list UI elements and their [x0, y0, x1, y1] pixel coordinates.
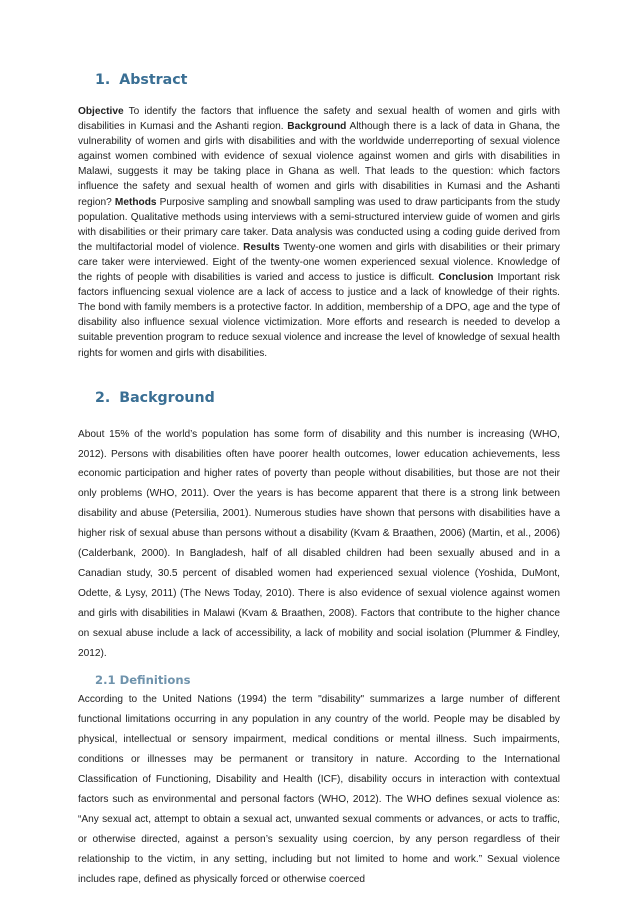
abstract-heading-number: 1.	[95, 72, 111, 88]
abstract-heading-title: Abstract	[119, 72, 188, 88]
background-label: Background	[287, 121, 347, 133]
background-text: Although there is a lack of data in Ghana, the vulnerability of women and girls with disabilities and with the worldwide underreporting of sexual violence against women combined with evidence of sexual violence against women and girls with disabilities in Malawi, suggests it may be taking place in Ghana as well. That leads to the question: which factors influence the safety and sexual health of women and girls with disabilities in Kumasi and the Ashanti region?	[78, 121, 560, 208]
objective-label: Objective	[78, 106, 124, 117]
abstract-paragraph	[78, 104, 560, 361]
results-label: Results	[243, 241, 280, 253]
definitions-heading: 2.1 Definitions	[95, 673, 191, 688]
background-paragraph: About 15% of the world’s population has some form of disability and this number is increasing (WHO, 2012). Persons with disabilities often have poorer health outcomes, lower education achievements, less economic participation and higher rates of poverty than people without disabilities, but those are not their only problems (WHO, 2011). Over the years is has become apparent that there is a strong link between disability and abuse (Petersilia, 2001). Numerous studies have shown that persons with disabilities have a higher risk of sexual abuse than persons without a disability (Kvam & Braathen, 2006) (Martin, et al., 2006) (Calderbank, 2000). In Bangladesh, half of all disabled children had been sexually abused and in a Canadian study, 30.5 percent of disabled women had experienced sexual violence (Yoshida, DuMont, Odette, & Lysy, 2011) (The News Today, 2010). There is also evidence of sexual violence against women and girls with disabilities in Malawi (Kvam & Braathen, 2008). Factors that contribute to the higher chance on sexual abuse include a lack of accessibility, a lack of mobility and social isolation (Plummer & Findley, 2012).	[78, 428, 560, 659]
background-heading-title: Background	[119, 389, 215, 406]
results-text: Twenty-one women and girls with disabilities or their primary care taker were interviewed. Eight of the twenty-one women experienced sexual violence. Knowledge of the rights of people with disabilities is varied and access to justice is difficult.	[78, 241, 560, 284]
background-heading-number: 2.	[95, 389, 111, 406]
objective-text: To identify the factors that influence the safety and sexual health of women and girls with disabilities in Kumasi and the Ashanti region.	[78, 106, 560, 133]
methods-label: Methods	[114, 196, 157, 208]
conclusion-label: Conclusion	[438, 272, 494, 284]
methods-text: Purposive sampling and snowball sampling was used to draw participants from the study population. Qualitative methods using interviews with a semi-structured interview guide of women and girls with disabilities or their primary care taker. Data analysis was conducted using a coding guide derived from the multifactorial model of violence.	[78, 196, 560, 253]
conclusion-text: Important risk factors influencing sexual violence are a lack of access to justice and a lack of knowledge of their rights. The bond with family members is a protective factor. In addition, membership of a DPO, age and the type of disability also influence sexual violence victimization. More efforts and research is needed to develop a suitable prevention program to reduce sexual violence and increase the level of knowledge of sexual health rights for women and girls with disabilities.	[78, 272, 560, 359]
background-heading	[78, 390, 560, 406]
definitions-paragraph: According to the United Nations (1994) the term "disability" summarizes a large number of different functional limitations occurring in any population in any country of the world. People may be disabled by physical, intellectual or sensory impairment, medical conditions or mental illness. Such impairments, conditions or illnesses may be permanent or transitory in nature. According to the International Classification of Functioning, Disability and Health (ICF), disability occurs in interaction with contextual factors such as environmental and personal factors (WHO, 2012). The WHO defines sexual violence as: “Any sexual act, attempt to obtain a sexual act, unwanted sexual comments or advances, or acts to traffic, or otherwise directed, against a person’s sexuality using coercion, by any person regardless of their relationship to the victim, in any setting, including but not limited to home and work.” Sexual violence includes rape, defined as physically forced or otherwise coerced	[78, 694, 560, 885]
abstract-heading	[78, 72, 560, 88]
